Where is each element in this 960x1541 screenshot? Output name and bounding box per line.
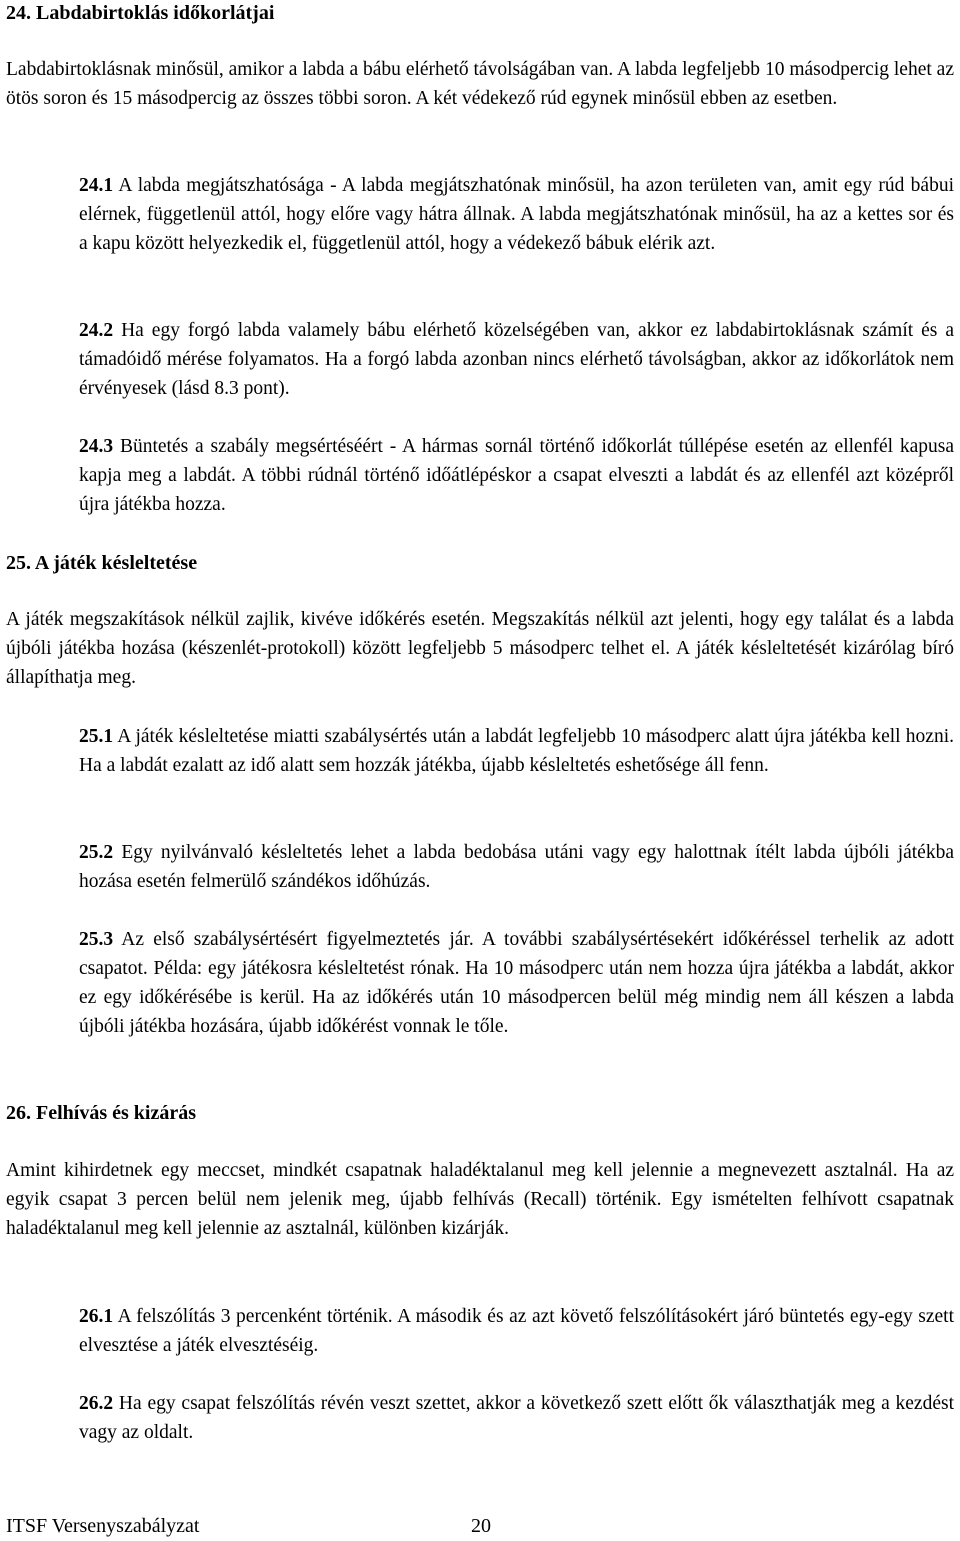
rule-text: Büntetés a szabály megsértéséért - A hármas sornál történő időkorlát túllépése esetén az ellenfél kapusa kapja meg a labdát. A többi rúdnál történő időátlépéskor a csapat elveszti a labdát és az ellenfél azt középről újra játékba hozza. [79, 436, 954, 515]
rule-number: 24.3 [79, 436, 114, 457]
rule-number: 25.1 [79, 726, 114, 747]
rule-25-2 [79, 838, 954, 896]
rule-text: A játék késleltetése miatti szabálysértés után a labdát legfeljebb 10 másodperc alatt újra játékba kell hozni. Ha a labdát ezalatt az idő alatt sem hozzák játékba, újabb késleltetés eshetősége áll fenn. [79, 726, 954, 776]
section-26-heading: 26. Felhívás és kizárás [6, 1102, 196, 1124]
rule-26-2 [79, 1389, 954, 1447]
rule-text: Az első szabálysértésért figyelmeztetés jár. A további szabálysértésekért időkéréssel terhelik az adott csapatot. Példa: egy játékosra késleltetést rónak. Ha 10 másodperc után nem hozza újra játékba a labdát, akkor ez egy időkérésébe is kerül. Ha az időkérés után 10 másodpercen belül még mindig nem áll készen a labda újbóli játékba hozására, újabb időkérést vonnak le tőle. [79, 929, 954, 1037]
rule-text: Egy nyilvánvaló késleltetés lehet a labda bedobása utáni vagy egy halottnak ítélt labda újbóli játékba hozása esetén felmerülő szándékos időhúzás. [79, 842, 954, 892]
rule-26-1 [79, 1302, 954, 1360]
rule-text: Ha egy forgó labda valamely bábu elérhető közelségében van, akkor ez labdabirtoklásnak számít és a támadóidő mérése folyamatos. Ha a forgó labda azonban nincs elérhető távolságban, akkor az időkorlátok nem érvényesek (lásd 8.3 pont). [79, 320, 954, 399]
rule-24-1 [79, 171, 954, 258]
section-24-intro: Labdabirtoklásnak minősül, amikor a labda a bábu elérhető távolságában van. A labda legfeljebb 10 másodpercig lehet az ötös soron és 15 másodpercig az összes többi soron. A két védekező rúd egynek minősül ebben az esetben. [6, 59, 954, 109]
rule-text: Ha egy csapat felszólítás révén veszt szettet, akkor a következő szett előtt ők választhatják meg a kezdést vagy az oldalt. [79, 1393, 954, 1443]
rule-text: A labda megjátszhatósága - A labda megjátszhatónak minősül, ha azon területen van, amit egy rúd bábui elérnek, függetlenül attól, hogy előre vagy hátra állnak. A labda megjátszhatónak minősül, ha az a kettes sor és a kapu között helyezkedik el, függetlenül attól, hogy a védekező bábuk elérik azt. [79, 175, 954, 254]
rule-number: 24.1 [79, 175, 114, 196]
page-footer [6, 1514, 491, 1538]
page-number: 20 [471, 1515, 491, 1537]
rule-number: 24.2 [79, 320, 114, 341]
section-26-intro: Amint kihirdetnek egy meccset, mindkét csapatnak haladéktalanul meg kell jelennie a megnevezett asztalnál. Ha az egyik csapat 3 percen belül nem jelenik meg, újabb felhívás (Recall) történik. Egy ismételten felhívott csapatnak haladéktalanul meg kell jelennie az asztalnál, különben kizárják. [6, 1160, 954, 1239]
rule-number: 25.2 [79, 842, 114, 863]
rule-text: A felszólítás 3 percenként történik. A második és az azt követő felszólításokért járó büntetés egy-egy szett elvesztése a játék elvesztéséig. [79, 1306, 954, 1356]
rule-25-3 [79, 925, 954, 1041]
rule-25-1 [79, 722, 954, 780]
section-25-heading: 25. A játék késleltetése [6, 552, 198, 574]
rule-number: 25.3 [79, 929, 114, 950]
footer-title: ITSF Versenyszabályzat [6, 1515, 200, 1537]
rule-24-3 [79, 432, 954, 519]
rule-number: 26.2 [79, 1393, 114, 1414]
section-25-intro: A játék megszakítások nélkül zajlik, kivéve időkérés esetén. Megszakítás nélkül azt jelenti, hogy egy találat és a labda újbóli játékba hozása (készenlét-protokoll) között legfeljebb 5 másodperc telhet el. A játék késleltetését kizárólag bíró állapíthatja meg. [6, 609, 954, 688]
rule-number: 26.1 [79, 1306, 114, 1327]
section-24-heading: 24. Labdabirtoklás időkorlátjai [6, 2, 275, 24]
rule-24-2 [79, 316, 954, 403]
